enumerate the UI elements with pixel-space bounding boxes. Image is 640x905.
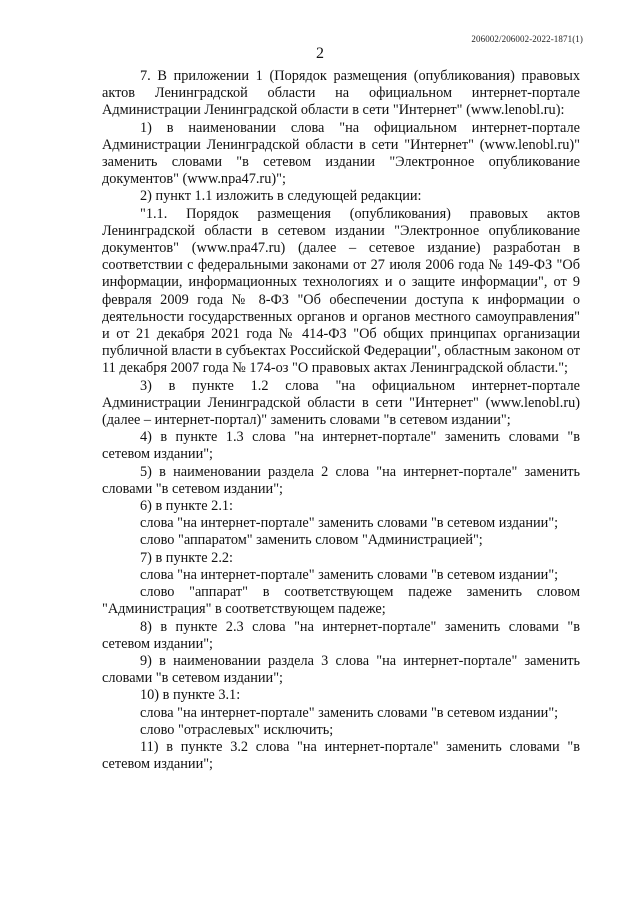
paragraph: 4) в пункте 1.3 слова "на интернет-портале" заменить словами "в сетевом издании";: [102, 429, 580, 463]
paragraph: слова "на интернет-портале" заменить словами "в сетевом издании";: [140, 704, 559, 721]
paragraph: 11) в пункте 3.2 слова "на интернет-портале" заменить словами "в сетевом издании";: [102, 738, 580, 773]
paragraph: 6) в пункте 2.1:: [140, 498, 234, 515]
paragraph: 9) в наименовании раздела 3 слова "на интернет-портале" заменить словами "в сетевом издании";: [102, 652, 580, 687]
paragraph: слова "на интернет-портале" заменить словами "в сетевом издании";: [140, 566, 559, 583]
paragraph: 7. В приложении 1 (Порядок размещения (опубликования) правовых актов Ленинградской области на официальном интернет-портале Администрации Ленинградской области в сети "Интернет" (www.lenobl.ru):: [102, 68, 580, 119]
paragraph: слово "аппаратом" заменить словом "Администрацией";: [140, 532, 483, 549]
paragraph: слова "на интернет-портале" заменить словами "в сетевом издании";: [140, 515, 559, 532]
paragraph: "1.1. Порядок размещения (опубликования) правовых актов Ленинградской области в сетевом издании "Электронное опубликование документов" (www.npa47.ru) (далее – сетевое издание) разработан в соответствии с федеральными законами от 27 июля 2006 года № 149-ФЗ "Об информации, информационных технологиях и о защите информации", от 9 февраля 2009 года № 8-ФЗ "Об обеспечении доступа к информации о деятельности государственных органов и органов местного самоуправления" и от 21 декабря 2021 года № 414-ФЗ "Об общих принципах организации публичной власти в субъектах Российской Федерации", областным законом от 11 декабря 2007 года № 174-оз "О правовых актах Ленинградской области.";: [102, 205, 581, 377]
paragraph: 8) в пункте 2.3 слова "на интернет-портале" заменить словами "в сетевом издании";: [102, 618, 580, 652]
paragraph: 5) в наименовании раздела 2 слова "на интернет-портале" заменить словами "в сетевом издании";: [102, 463, 580, 497]
paragraph: слово "аппарат" в соответствующем падеже заменить словом "Администрация" в соответствующем падеже;: [102, 584, 580, 618]
paragraph: 3) в пункте 1.2 слова "на официальном интернет-портале Администрации Ленинградской области в сети "Интернет" (www.lenobl.ru) (далее – интернет-портал)" заменить словами "в сетевом издании";: [102, 377, 580, 429]
page-number: 2: [316, 45, 324, 62]
document-id: 206002/206002-2022-1871(1): [471, 34, 583, 44]
paragraph: 10) в пункте 3.1:: [140, 687, 241, 704]
paragraph: 7) в пункте 2.2:: [140, 549, 234, 566]
paragraph: 1) в наименовании слова "на официальном интернет-портале Администрации Ленинградской области в сети "Интернет" (www.lenobl.ru)" заменить словами "в сетевом издании "Электронное опубликование документов" (www.npa47.ru)";: [102, 119, 580, 188]
paragraph: слово "отраслевых" исключить;: [140, 721, 334, 738]
document-body: [102, 68, 580, 773]
paragraph: 2) пункт 1.1 изложить в следующей редакции:: [140, 188, 422, 205]
